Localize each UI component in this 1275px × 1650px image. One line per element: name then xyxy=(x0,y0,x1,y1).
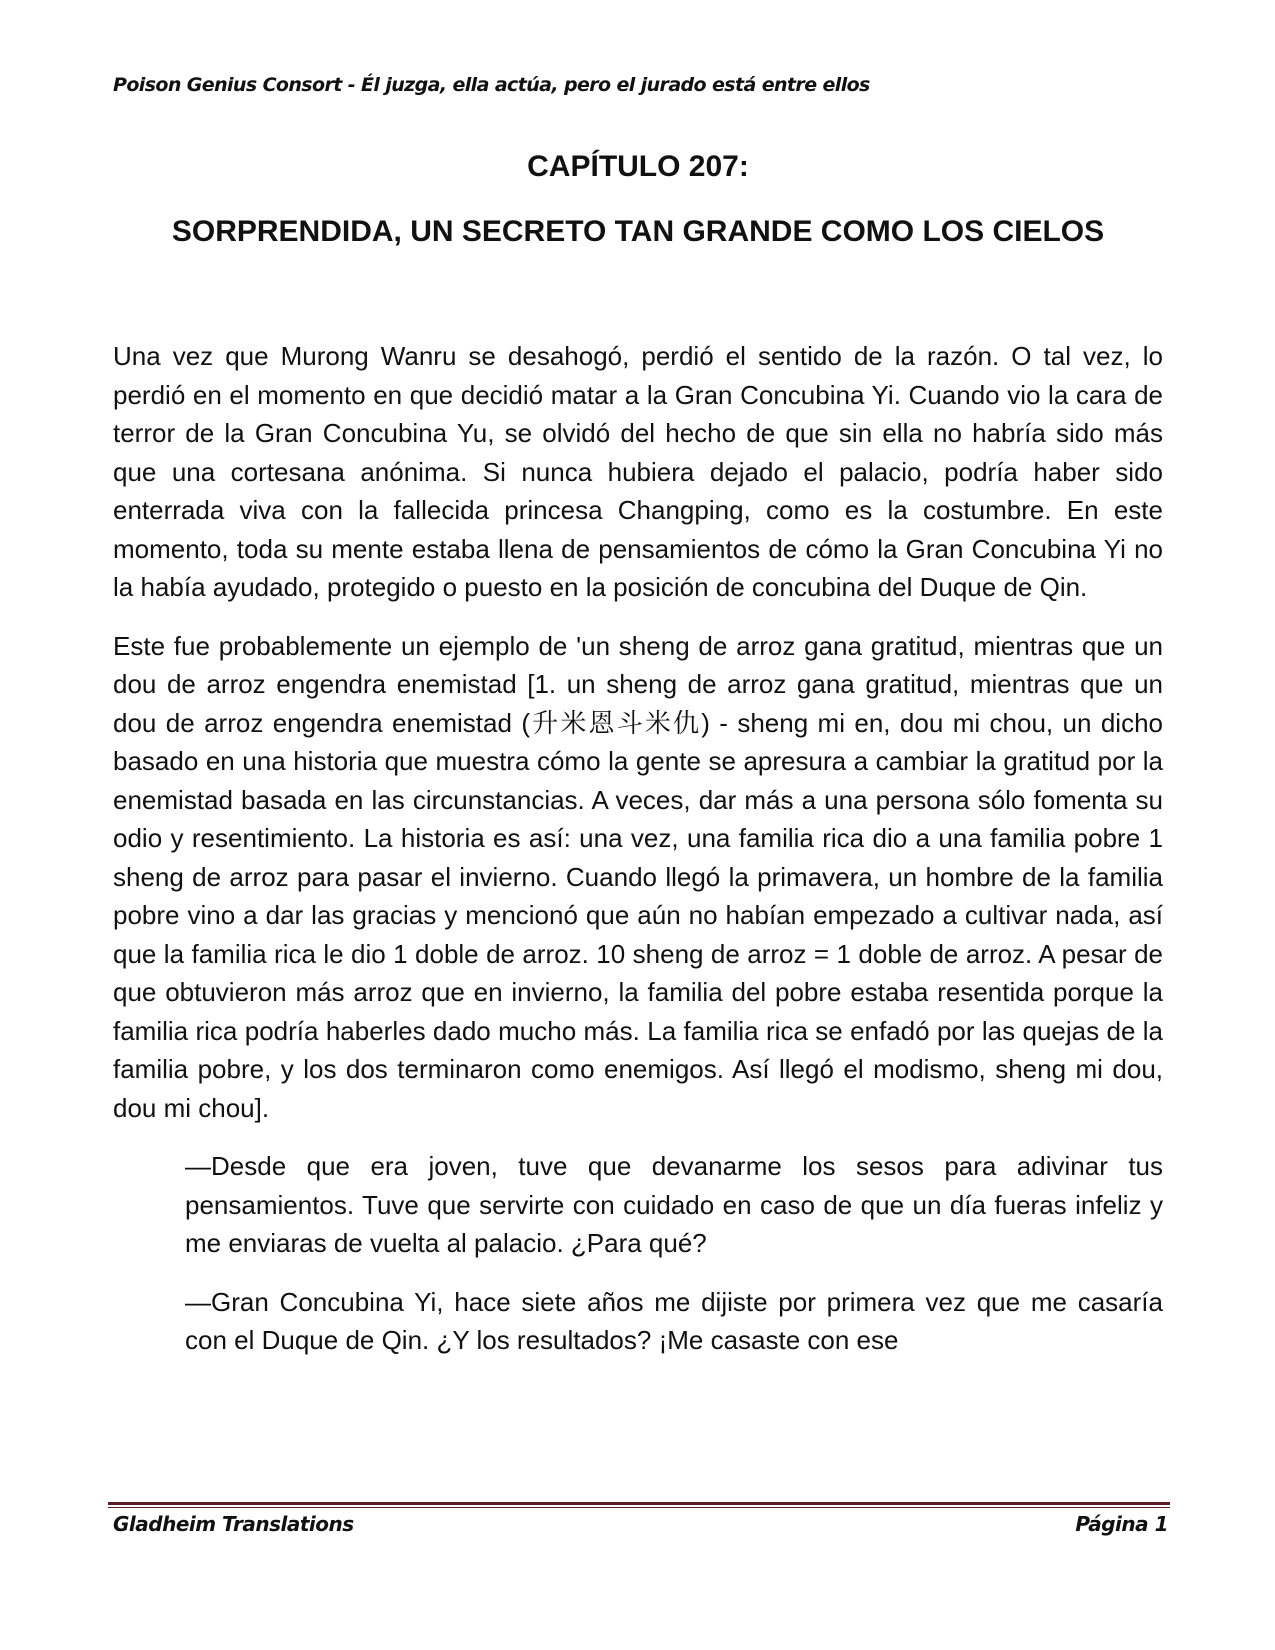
chapter-body xyxy=(113,337,1163,1380)
chapter-number: CAPÍTULO 207: xyxy=(527,150,749,183)
chapter-title: SORPRENDIDA, UN SECRETO TAN GRANDE COMO LOS CIELOS xyxy=(171,215,1105,248)
footer-publisher: Gladheim Translations xyxy=(113,1512,354,1536)
footer-rule xyxy=(108,1502,1170,1508)
paragraph: Una vez que Murong Wanru se desahogó, perdió el sentido de la razón. O tal vez, lo perdió en el momento en que decidió matar a la Gran Concubina Yi. Cuando vio la cara de terror de la Gran Concubina Yu, se olvidó del hecho de que sin ella no habría sido más que una cortesana anónima. Si nunca hubiera dejado el palacio, podría haber sido enterrada viva con la fallecida princesa Changping, como es la costumbre. En este momento, toda su mente estaba llena de pensamientos de cómo la Gran Concubina Yi no la había ayudado, protegido o puesto en la posición de concubina del Duque de Qin. xyxy=(113,341,1163,602)
dialogue-paragraph: —Gran Concubina Yi, hace siete años me dijiste por primera vez que me casaría con el Duque de Qin. ¿Y los resultados? ¡Me casaste con ese xyxy=(185,1286,1163,1355)
page-number: Página 1 xyxy=(1075,1512,1168,1536)
running-header: Poison Genius Consort - Él juzga, ella actúa, pero el jurado está entre ellos xyxy=(113,74,870,96)
dialogue-paragraph: —Desde que era joven, tuve que devanarme los sesos para adivinar tus pensamientos. Tuve que servirte con cuidado en caso de que un día fueras infeliz y me enviaras de vuelta al palacio. ¿Para qué? xyxy=(185,1151,1163,1258)
paragraph: Este fue probablemente un ejemplo de 'un sheng de arroz gana gratitud, mientras que un dou de arroz engendra enemistad [1. un sheng de arroz gana gratitud, mientras que un dou de arroz engendra enemistad (升米恩斗米仇) - sheng mi en, dou mi chou, un dicho basado en una historia que muestra cómo la gente se apresura a cambiar la gratitud por la enemistad basada en las circunstancias. A veces, dar más a una persona sólo fomenta su odio y resentimiento. La historia es así: una vez, una familia rica dio a una familia pobre 1 sheng de arroz para pasar el invierno. Cuando llegó la primavera, un hombre de la familia pobre vino a dar las gracias y mencionó que aún no habían empezado a cultivar nada, así que la familia rica le dio 1 doble de arroz. 10 sheng de arroz = 1 doble de arroz. A pesar de que obtuvieron más arroz que en invierno, la familia del pobre estaba resentida porque la familia rica podría haberles dado mucho más. La familia rica se enfadó por las quejas de la familia pobre, y los dos terminaron como enemigos. Así llegó el modismo, sheng mi dou, dou mi chou]. xyxy=(113,630,1163,1123)
